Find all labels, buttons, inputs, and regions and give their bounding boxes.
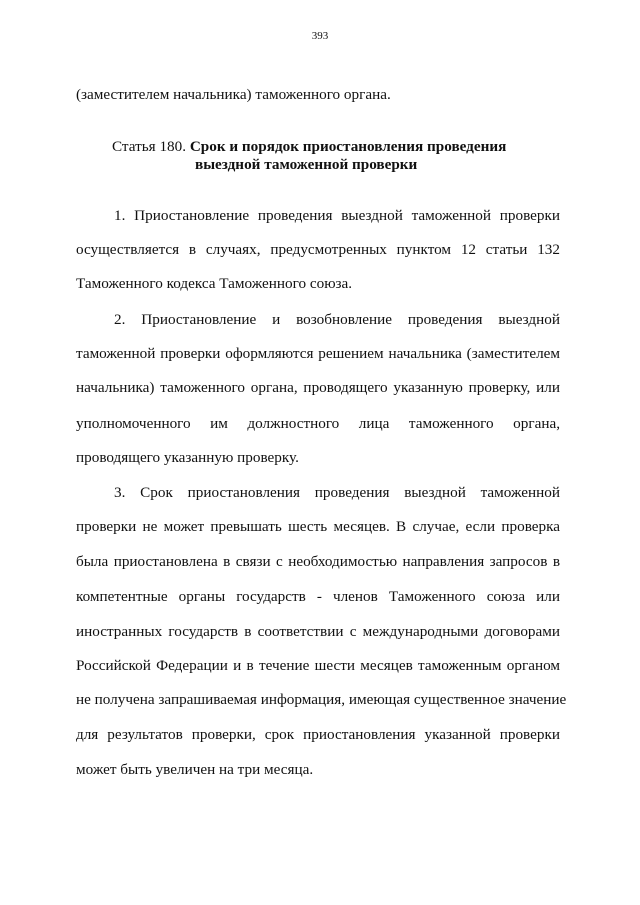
paragraph-line: таможенной проверки оформляются решением начальника (заместителем bbox=[76, 345, 560, 362]
paragraph-line: 3. Срок приостановления проведения выездной таможенной bbox=[114, 484, 560, 501]
paragraph-line: начальника) таможенного органа, проводящего указанную проверку, или bbox=[76, 379, 560, 396]
article-title-line1: Срок и порядок приостановления проведения bbox=[189, 138, 507, 155]
paragraph-line: уполномоченного им должностного лица таможенного органа, bbox=[76, 415, 560, 432]
article-prefix: Статья 180. bbox=[112, 138, 190, 155]
paragraph-line: не получена запрашиваемая информация, имеющая существенное значение bbox=[76, 691, 567, 708]
paragraph-line: компетентные органы государств - членов Таможенного союза или bbox=[76, 588, 560, 605]
paragraph-line: Российской Федерации и в течение шести месяцев таможенным органом bbox=[76, 657, 560, 674]
paragraph-line: может быть увеличен на три месяца. bbox=[76, 761, 314, 778]
intro-line: (заместителем начальника) таможенного органа. bbox=[76, 86, 391, 103]
paragraph-line: проводящего указанную проверку. bbox=[76, 449, 299, 466]
article-heading bbox=[112, 137, 506, 157]
paragraph-line: 2. Приостановление и возобновление проведения выездной bbox=[114, 311, 560, 328]
paragraph-line: Таможенного кодекса Таможенного союза. bbox=[76, 275, 353, 292]
article-title-line2-wrap bbox=[195, 155, 417, 175]
paragraph-line: 1. Приостановление проведения выездной таможенной проверки bbox=[114, 207, 560, 224]
paragraph-line: иностранных государств в соответствии с международными договорами bbox=[76, 623, 560, 640]
page-number: 393 bbox=[311, 30, 329, 42]
paragraph-line: для результатов проверки, срок приостановления указанной проверки bbox=[76, 726, 560, 743]
paragraph-line: проверки не может превышать шесть месяцев. В случае, если проверка bbox=[76, 518, 560, 535]
paragraph-line: осуществляется в случаях, предусмотренных пунктом 12 статьи 132 bbox=[76, 241, 560, 258]
paragraph-line: была приостановлена в связи с необходимостью направления запросов в bbox=[76, 553, 560, 570]
article-title-line2: выездной таможенной проверки bbox=[195, 156, 418, 173]
